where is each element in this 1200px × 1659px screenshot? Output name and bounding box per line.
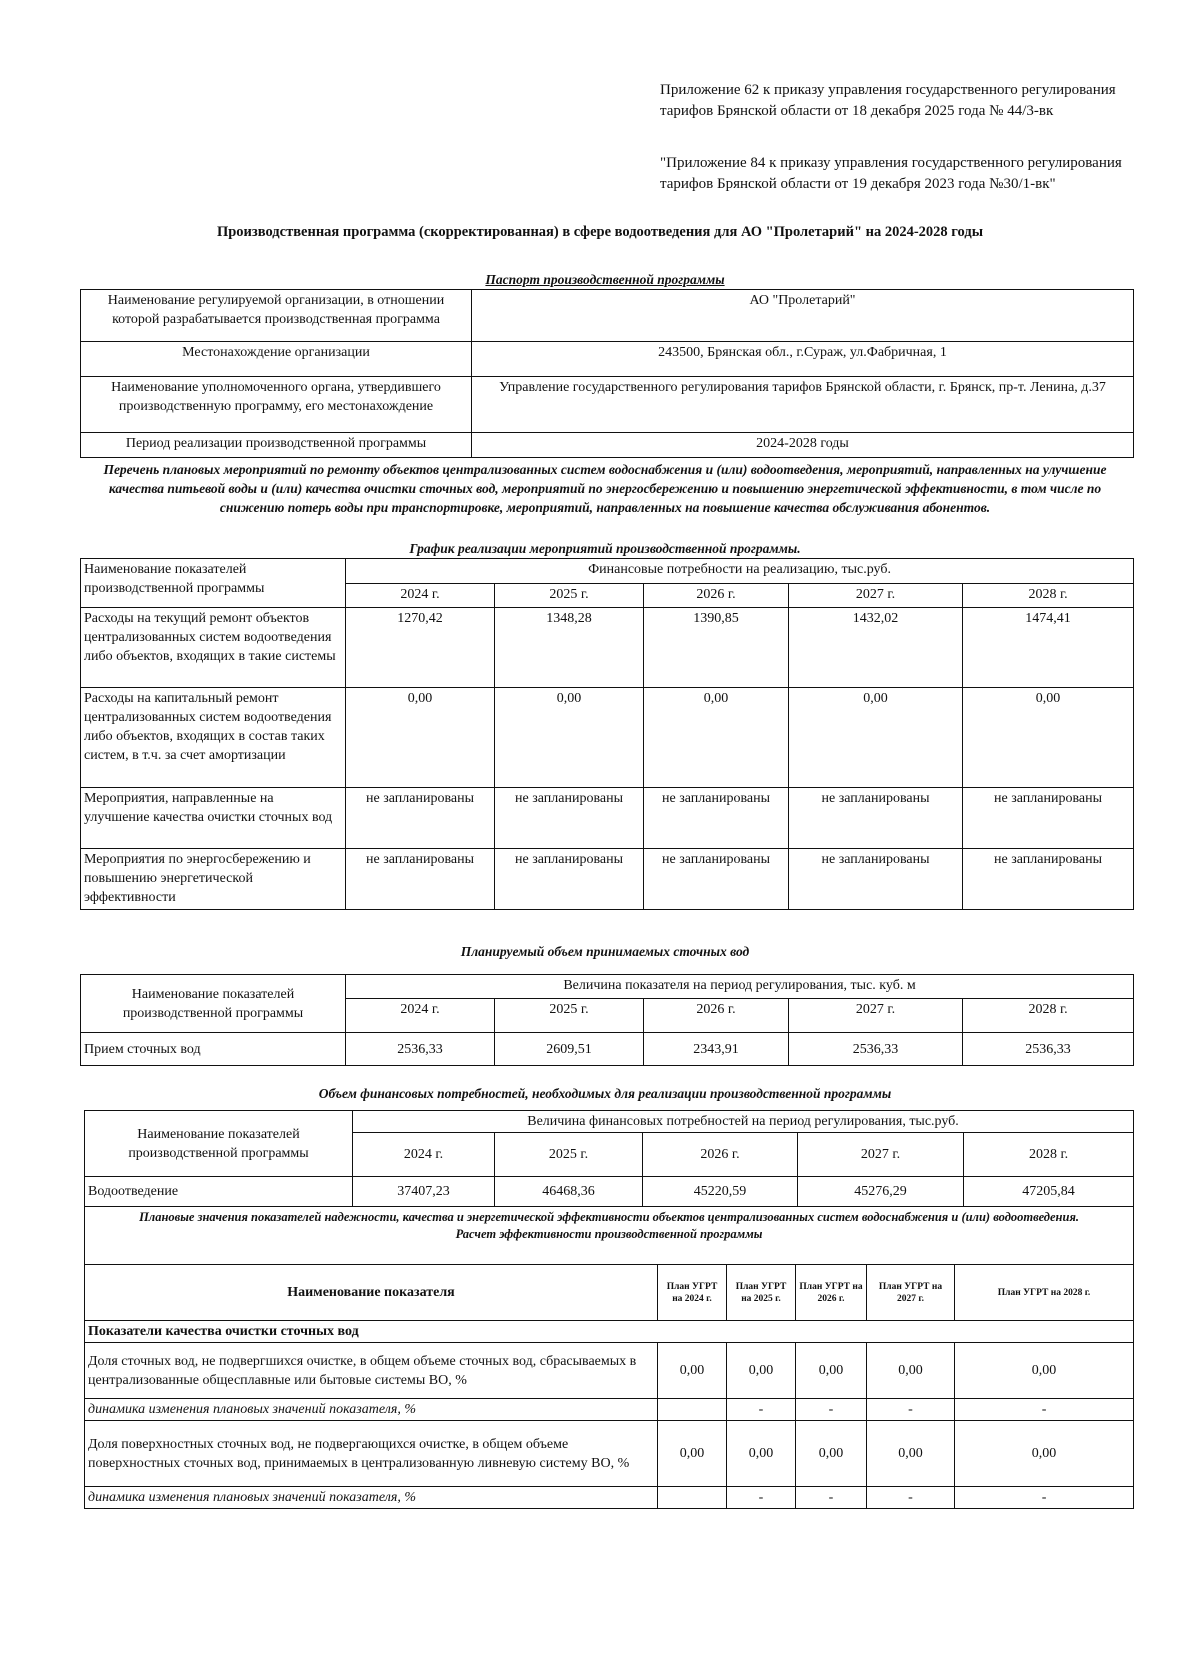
- cell-value: 37407,23: [353, 1177, 495, 1207]
- cell-value: 46468,36: [495, 1177, 643, 1207]
- cell-value: [658, 1399, 727, 1421]
- passport-label: Наименование регулируемой организации, в отношении которой разрабатывается производственная программа: [81, 290, 472, 342]
- table-row: [81, 688, 1134, 788]
- volume-year: 2025 г.: [495, 999, 644, 1033]
- cell-value: -: [867, 1487, 955, 1509]
- finance-year: 2025 г.: [495, 1133, 643, 1177]
- row-name: Мероприятия, направленные на улучшение качества очистки сточных вод: [81, 788, 346, 849]
- passport-value: 2024-2028 годы: [472, 433, 1134, 458]
- efficiency-plan-header: План УГРТ на 2027 г.: [867, 1265, 955, 1321]
- measures-year: 2024 г.: [346, 584, 495, 608]
- volume-table: [80, 974, 1134, 1066]
- row-name: Расходы на капитальный ремонт централизованных систем водоотведения либо объектов, входящих в состав таких систем, в т.ч. за счет амортизации: [81, 688, 346, 788]
- measures-header-group: Финансовые потребности на реализацию, тыс.руб.: [346, 559, 1134, 584]
- efficiency-subcaption: Расчет эффективности производственной программы: [455, 1227, 763, 1241]
- cell-value: 0,00: [658, 1421, 727, 1487]
- cell-value: 0,00: [658, 1343, 727, 1399]
- cell-value: 1270,42: [346, 608, 495, 688]
- cell-value: не запланированы: [789, 788, 963, 849]
- cell-value: -: [796, 1399, 867, 1421]
- table-row: [85, 1177, 1134, 1207]
- cell-value: 0,00: [346, 688, 495, 788]
- cell-value: 45220,59: [643, 1177, 798, 1207]
- passport-table: [80, 289, 1134, 458]
- cell-value: 0,00: [789, 688, 963, 788]
- cell-value: 2609,51: [495, 1033, 644, 1066]
- finance-year: 2024 г.: [353, 1133, 495, 1177]
- cell-value: 0,00: [955, 1421, 1134, 1487]
- passport-value: Управление государственного регулирования тарифов Брянской области, г. Брянск, пр-т. Ленина, д.37: [472, 377, 1134, 433]
- appendix-note-previous: "Приложение 84 к приказу управления государственного регулирования тарифов Брянской области от 19 декабря 2023 года №30/1-вк": [660, 155, 1122, 192]
- cell-value: не запланированы: [346, 788, 495, 849]
- volume-header-group: Величина показателя на период регулирования, тыс. куб. м: [346, 975, 1134, 999]
- volume-year: 2028 г.: [963, 999, 1134, 1033]
- table-row: [81, 849, 1134, 910]
- efficiency-header-name: Наименование показателя: [85, 1265, 658, 1321]
- cell-value: 0,00: [955, 1343, 1134, 1399]
- table-row: [85, 1487, 1134, 1509]
- cell-value: 2343,91: [644, 1033, 789, 1066]
- row-name: Мероприятия по энергосбережению и повышению энергетической эффективности: [81, 849, 346, 910]
- passport-label: Период реализации производственной программы: [81, 433, 472, 458]
- efficiency-plan-header: План УГРТ на 2026 г.: [796, 1265, 867, 1321]
- passport-caption: Паспорт производственной программы: [485, 272, 725, 287]
- volume-year: 2027 г.: [789, 999, 963, 1033]
- cell-value: -: [955, 1487, 1134, 1509]
- cell-value: не запланированы: [644, 788, 789, 849]
- table-row: [81, 788, 1134, 849]
- finance-header-name: Наименование показателей производственной программы: [85, 1111, 353, 1177]
- cell-value: 0,00: [727, 1343, 796, 1399]
- cell-value: 45276,29: [798, 1177, 964, 1207]
- cell-value: 0,00: [796, 1343, 867, 1399]
- cell-value: 2536,33: [789, 1033, 963, 1066]
- measures-caption: Перечень плановых мероприятий по ремонту объектов централизованных систем водоснабжения и (или) водоотведения, мероприятий, направленных на улучшение качества питьевой воды и (или) качества очистки сточных вод, мероприятий по энергосбережению и повышению энергетической эффективности, в том числе по снижению потерь воды при транспортировке, мероприятий, направленных на повышение качества обслуживания абонентов.: [103, 462, 1107, 515]
- table-row: [85, 1421, 1134, 1487]
- cell-value: не запланированы: [495, 788, 644, 849]
- volume-year: 2026 г.: [644, 999, 789, 1033]
- table-row: [81, 1033, 1134, 1066]
- passport-row: [81, 433, 1134, 458]
- cell-value: не запланированы: [346, 849, 495, 910]
- cell-value: 0,00: [644, 688, 789, 788]
- cell-value: -: [867, 1399, 955, 1421]
- passport-row: [81, 342, 1134, 377]
- measures-table: [80, 558, 1134, 910]
- passport-value: 243500, Брянская обл., г.Сураж, ул.Фабричная, 1: [472, 342, 1134, 377]
- cell-value: -: [727, 1487, 796, 1509]
- measures-subcaption: График реализации мероприятий производственной программы.: [409, 541, 801, 556]
- cell-value: 0,00: [963, 688, 1134, 788]
- row-name: Прием сточных вод: [81, 1033, 346, 1066]
- cell-value: 1432,02: [789, 608, 963, 688]
- finance-table: [84, 1110, 1134, 1207]
- row-name: динамика изменения плановых значений показателя, %: [85, 1399, 658, 1421]
- cell-value: 0,00: [867, 1421, 955, 1487]
- passport-row: [81, 290, 1134, 342]
- efficiency-plan-header: План УГРТ на 2028 г.: [955, 1265, 1134, 1321]
- cell-value: 0,00: [796, 1421, 867, 1487]
- volume-caption: Планируемый объем принимаемых сточных вод: [460, 944, 750, 959]
- finance-header-group: Величина финансовых потребностей на период регулирования, тыс.руб.: [353, 1111, 1134, 1133]
- measures-year: 2026 г.: [644, 584, 789, 608]
- cell-value: [658, 1487, 727, 1509]
- measures-year: 2027 г.: [789, 584, 963, 608]
- efficiency-table: [84, 1206, 1134, 1509]
- measures-header-name: Наименование показателей производственной программы: [81, 559, 346, 608]
- cell-value: 0,00: [495, 688, 644, 788]
- volume-year: 2024 г.: [346, 999, 495, 1033]
- cell-value: не запланированы: [644, 849, 789, 910]
- table-row: [81, 608, 1134, 688]
- cell-value: -: [955, 1399, 1134, 1421]
- passport-label: Местонахождение организации: [81, 342, 472, 377]
- cell-value: не запланированы: [963, 849, 1134, 910]
- measures-year: 2025 г.: [495, 584, 644, 608]
- efficiency-plan-header: План УГРТ на 2024 г.: [658, 1265, 727, 1321]
- passport-label: Наименование уполномоченного органа, утвердившего производственную программу, его местонахождение: [81, 377, 472, 433]
- table-row: [85, 1343, 1134, 1399]
- passport-row: [81, 377, 1134, 433]
- cell-value: 0,00: [867, 1343, 955, 1399]
- cell-value: 0,00: [727, 1421, 796, 1487]
- cell-value: не запланированы: [789, 849, 963, 910]
- finance-year: 2028 г.: [964, 1133, 1134, 1177]
- cell-value: не запланированы: [963, 788, 1134, 849]
- row-name: динамика изменения плановых значений показателя, %: [85, 1487, 658, 1509]
- document-title: Производственная программа (скорректированная) в сфере водоотведения для АО "Пролетарий" на 2024-2028 годы: [216, 224, 984, 240]
- finance-caption: Объем финансовых потребностей, необходимых для реализации производственной программы: [318, 1086, 892, 1101]
- efficiency-caption: Плановые значения показателей надежности, качества и энергетической эффективности объектов централизованных систем водоснабжения и (или) водоотведения.: [139, 1210, 1080, 1224]
- row-name: Водоотведение: [85, 1177, 353, 1207]
- finance-year: 2027 г.: [798, 1133, 964, 1177]
- table-row: [85, 1399, 1134, 1421]
- row-name: Расходы на текущий ремонт объектов централизованных систем водоотведения либо объектов, входящих в такие системы: [81, 608, 346, 688]
- cell-value: -: [727, 1399, 796, 1421]
- cell-value: 2536,33: [346, 1033, 495, 1066]
- row-name: Доля поверхностных сточных вод, не подвергающихся очистке, в общем объеме поверхностных сточных вод, принимаемых в централизованную ливневую систему ВО, %: [85, 1421, 658, 1487]
- cell-value: -: [796, 1487, 867, 1509]
- efficiency-caption-cell: [85, 1207, 1134, 1265]
- cell-value: 47205,84: [964, 1177, 1134, 1207]
- efficiency-plan-header: План УГРТ на 2025 г.: [727, 1265, 796, 1321]
- efficiency-section-title: Показатели качества очистки сточных вод: [85, 1321, 1134, 1343]
- passport-value: АО "Пролетарий": [472, 290, 1134, 342]
- finance-year: 2026 г.: [643, 1133, 798, 1177]
- measures-year: 2028 г.: [963, 584, 1134, 608]
- cell-value: 1474,41: [963, 608, 1134, 688]
- row-name: Доля сточных вод, не подвергшихся очистке, в общем объеме сточных вод, сбрасываемых в централизованные общесплавные или бытовые системы ВО, %: [85, 1343, 658, 1399]
- appendix-note-current: Приложение 62 к приказу управления государственного регулирования тарифов Брянской области от 18 декабря 2025 года № 44/3-вк: [660, 82, 1116, 119]
- cell-value: 2536,33: [963, 1033, 1134, 1066]
- cell-value: не запланированы: [495, 849, 644, 910]
- cell-value: 1348,28: [495, 608, 644, 688]
- cell-value: 1390,85: [644, 608, 789, 688]
- volume-header-name: Наименование показателей производственной программы: [81, 975, 346, 1033]
